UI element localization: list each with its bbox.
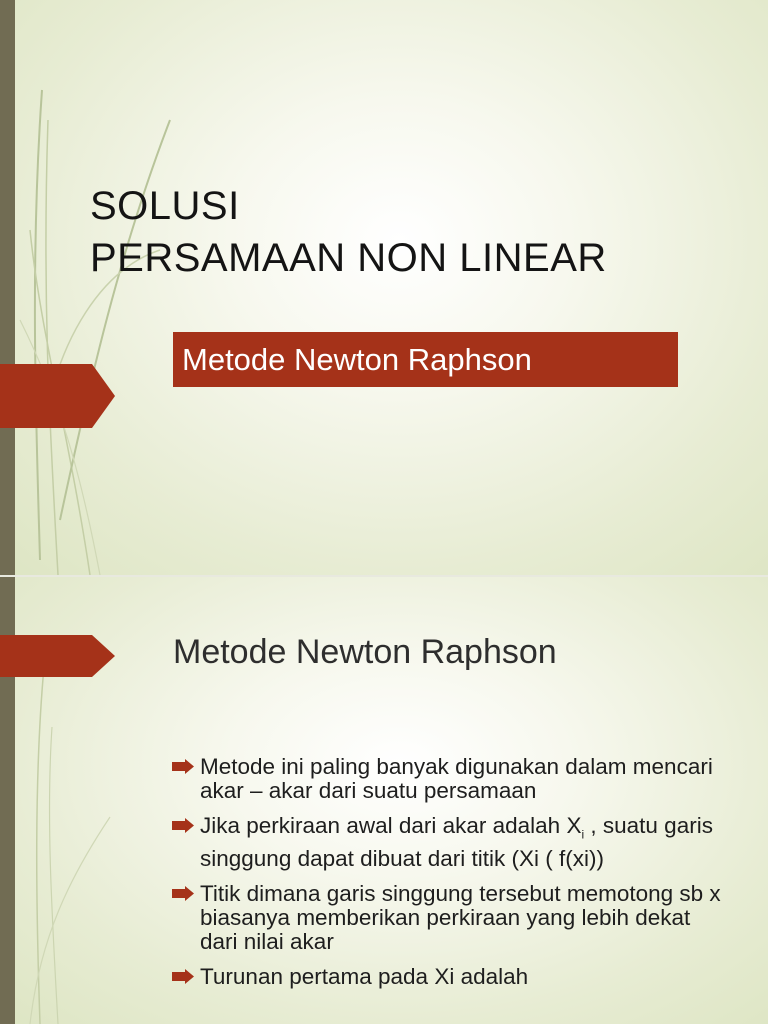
subtitle-box: Metode Newton Raphson — [173, 332, 678, 387]
slide-title — [90, 180, 607, 284]
bullet-text: Titik dimana garis singgung tersebut memotong sb x biasanya memberikan perkiraan yang lebih dekat dari nilai akar — [200, 880, 721, 954]
bullet-arrow-icon — [172, 969, 194, 984]
bullet-arrow-icon — [172, 818, 194, 833]
title-line-2: PERSAMAAN NON LINEAR — [90, 236, 607, 280]
bullet-item — [172, 965, 732, 989]
bullet-list — [172, 755, 732, 1000]
bullet-text: , suatu garis singgung dapat dibuat dari titik (Xi ( f(xi)) — [200, 813, 713, 871]
bullet-arrow-icon — [172, 759, 194, 774]
title-line-1: SOLUSI — [90, 184, 240, 228]
bullet-arrow-icon — [172, 886, 194, 901]
bullet-item — [172, 755, 732, 803]
slide-2 — [0, 577, 768, 1024]
slide-2-title: Metode Newton Raphson — [173, 633, 557, 671]
bullet-item — [172, 882, 732, 954]
bullet-text: Metode ini paling banyak digunakan dalam mencari akar – akar dari suatu persamaan — [200, 754, 713, 803]
arrow-tab-icon — [0, 635, 115, 677]
bullet-text: Jika perkiraan awal dari akar adalah X — [200, 813, 582, 838]
bullet-text: Turunan pertama pada Xi adalah — [200, 963, 529, 989]
arrow-tab-icon — [0, 364, 115, 428]
bullet-subscript: i — [581, 827, 585, 842]
leaf-lines-decoration — [0, 0, 180, 575]
bullet-item — [172, 814, 732, 871]
